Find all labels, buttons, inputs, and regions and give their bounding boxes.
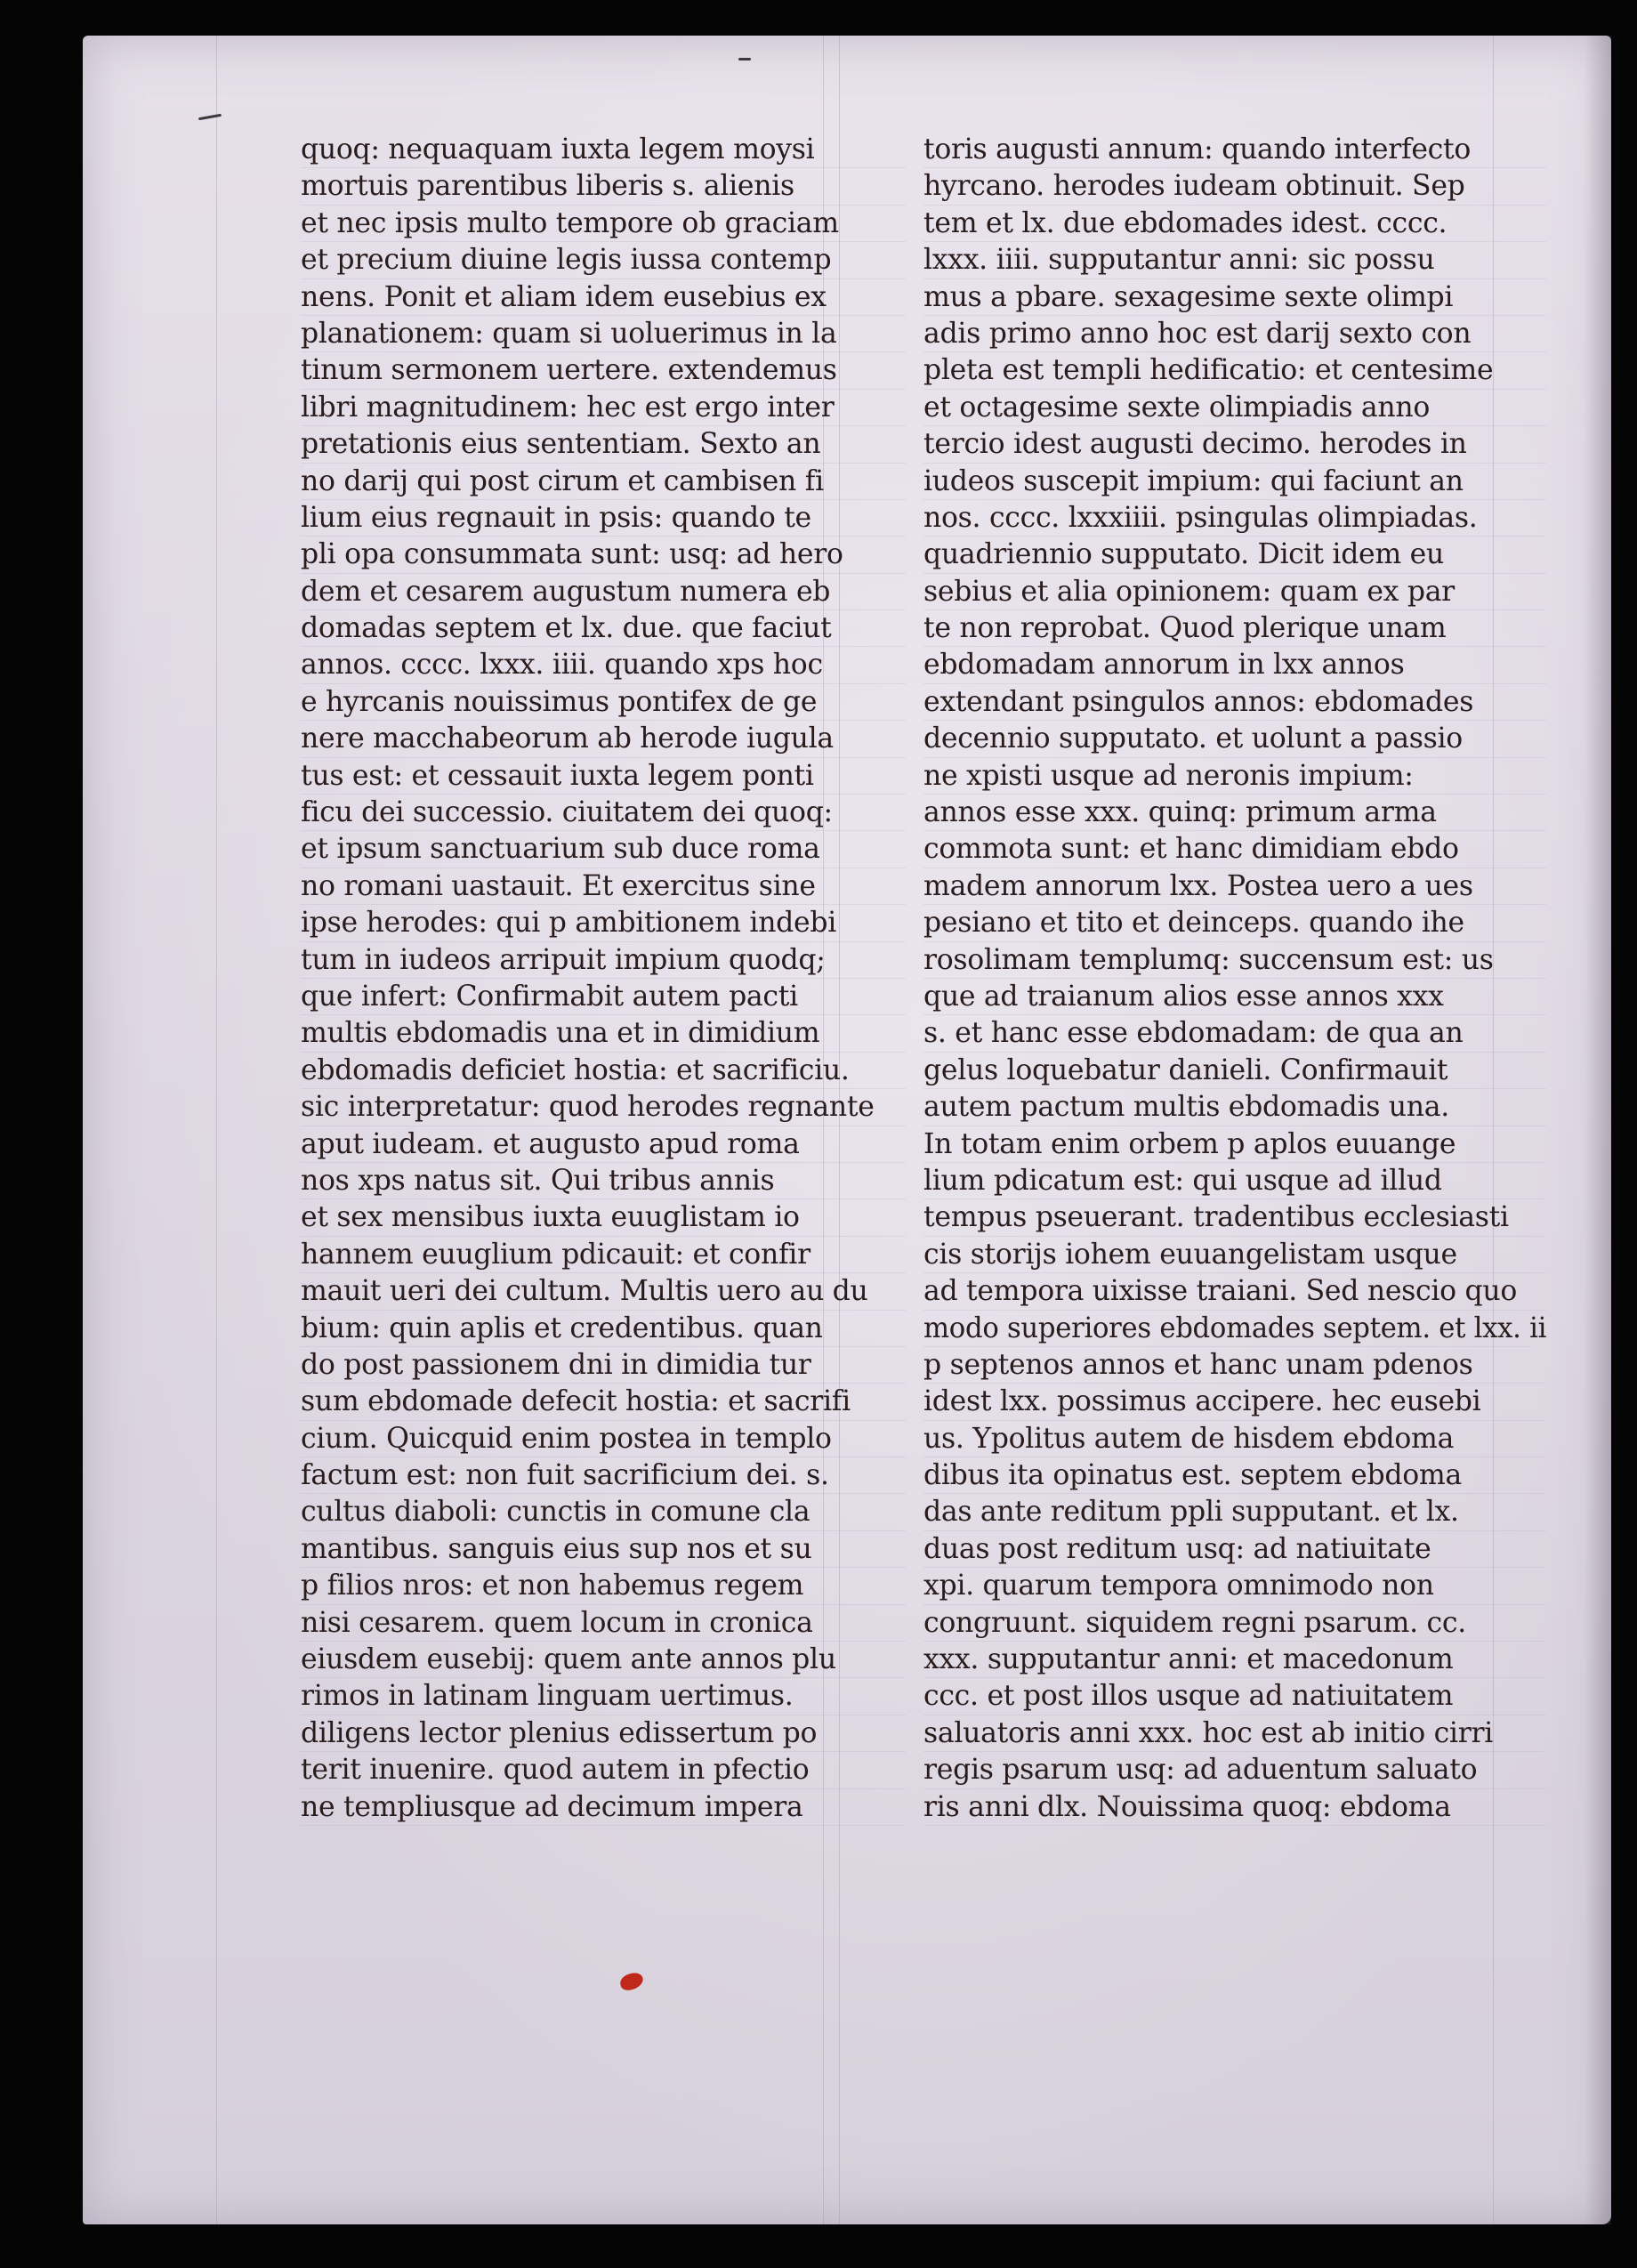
manuscript-line: no darij qui post cirum et cambisen fi [301, 464, 906, 500]
manuscript-line: diligens lector plenius edissertum po [301, 1715, 906, 1752]
manuscript-line: decennio supputato. et uolunt a passio [923, 721, 1546, 757]
manuscript-line: xxx. supputantur anni: et macedonum [923, 1642, 1546, 1678]
manuscript-line: gelus loquebatur danieli. Confirmauit [923, 1053, 1546, 1089]
manuscript-line: nere macchabeorum ab herode iugula [301, 721, 906, 757]
manuscript-line: commota sunt: et hanc dimidiam ebdo [923, 831, 1546, 868]
manuscript-line: et nec ipsis multo tempore ob graciam [301, 206, 906, 242]
manuscript-line: rimos in latinam linguam uertimus. [301, 1678, 906, 1715]
manuscript-line: quoq: nequaquam iuxta legem moysi [301, 132, 906, 168]
manuscript-line: nens. Ponit et aliam idem eusebius ex [301, 279, 906, 316]
manuscript-line: tem et lx. due ebdomades idest. cccc. [923, 206, 1546, 242]
manuscript-line: toris augusti annum: quando interfecto [923, 132, 1546, 168]
manuscript-line: sebius et alia opinionem: quam ex par [923, 574, 1546, 610]
manuscript-line: no romani uastauit. Et exercitus sine [301, 868, 906, 905]
manuscript-line: In totam enim orbem p aplos euuange [923, 1126, 1546, 1163]
manuscript-line: factum est: non fuit sacrificium dei. s. [301, 1457, 906, 1494]
ruling-line [216, 36, 217, 2224]
manuscript-line: tercio idest augusti decimo. herodes in [923, 426, 1546, 463]
manuscript-line: dibus ita opinatus est. septem ebdoma [923, 1457, 1546, 1494]
manuscript-line: nos. cccc. lxxxiiii. psingulas olimpiadas. [923, 500, 1546, 537]
manuscript-line: nos xps natus sit. Qui tribus annis [301, 1163, 906, 1199]
manuscript-line: autem pactum multis ebdomadis una. [923, 1089, 1546, 1126]
manuscript-line: tempus pseuerant. tradentibus ecclesiasti [923, 1199, 1546, 1236]
manuscript-line: rosolimam templumq: succensum est: us [923, 942, 1546, 979]
folio-edge-shadow [1585, 36, 1611, 2224]
manuscript-line: iudeos suscepit impium: qui faciunt an [923, 464, 1546, 500]
manuscript-line: s. et hanc esse ebdomadam: de qua an [923, 1015, 1546, 1052]
manuscript-line: e hyrcanis nouissimus pontifex de ge [301, 684, 906, 721]
manuscript-line: madem annorum lxx. Postea uero a ues [923, 868, 1546, 905]
manuscript-line: mauit ueri dei cultum. Multis uero au du [301, 1273, 906, 1310]
left-text-column [301, 132, 906, 1826]
manuscript-line: bium: quin aplis et credentibus. quan [301, 1311, 906, 1347]
manuscript-line: cium. Quicquid enim postea in templo [301, 1421, 906, 1457]
manuscript-line: pli opa consummata sunt: usq: ad hero [301, 537, 906, 573]
right-text-column [923, 132, 1546, 1826]
manuscript-line: tus est: et cessauit iuxta legem ponti [301, 758, 906, 795]
manuscript-line: ne templiusque ad decimum impera [301, 1789, 906, 1826]
stray-mark [198, 114, 222, 120]
manuscript-line: p septenos annos et hanc unam pdenos [923, 1347, 1546, 1384]
manuscript-line: extendant psingulos annos: ebdomades [923, 684, 1546, 721]
manuscript-line: mortuis parentibus liberis s. alienis [301, 168, 906, 205]
manuscript-line: xpi. quarum tempora omnimodo non [923, 1568, 1546, 1604]
manuscript-line: lxxx. iiii. supputantur anni: sic possu [923, 242, 1546, 278]
manuscript-line: domadas septem et lx. due. que faciut [301, 610, 906, 647]
manuscript-line: quadriennio supputato. Dicit idem eu [923, 537, 1546, 573]
manuscript-line: sic interpretatur: quod herodes regnante [301, 1089, 906, 1126]
manuscript-line: et ipsum sanctuarium sub duce roma [301, 831, 906, 868]
stray-mark [738, 58, 751, 61]
manuscript-line: adis primo anno hoc est darij sexto con [923, 316, 1546, 352]
manuscript-line: et sex mensibus iuxta euuglistam io [301, 1199, 906, 1236]
manuscript-line: idest lxx. possimus accipere. hec eusebi [923, 1384, 1546, 1420]
manuscript-line: mus a pbare. sexagesime sexte olimpi [923, 279, 1546, 316]
manuscript-line: sum ebdomade defecit hostia: et sacrifi [301, 1384, 906, 1420]
manuscript-folio [83, 36, 1611, 2224]
manuscript-line: das ante reditum ppli supputant. et lx. [923, 1494, 1546, 1530]
manuscript-line: hannem euuglium pdicauit: et confir [301, 1237, 906, 1273]
manuscript-line: et precium diuine legis iussa contemp [301, 242, 906, 278]
manuscript-line: ebdomadam annorum in lxx annos [923, 647, 1546, 683]
manuscript-line: annos esse xxx. quinq: primum arma [923, 795, 1546, 831]
manuscript-line: lium eius regnauit in psis: quando te [301, 500, 906, 537]
manuscript-line: modo superiores ebdomades septem. et lxx. ii [923, 1311, 1530, 1347]
manuscript-line: ad tempora uixisse traiani. Sed nescio quo [923, 1273, 1546, 1310]
manuscript-line: planationem: quam si uoluerimus in la [301, 316, 906, 352]
manuscript-line: et octagesime sexte olimpiadis anno [923, 390, 1546, 426]
manuscript-line: hyrcano. herodes iudeam obtinuit. Sep [923, 168, 1546, 205]
manuscript-line: libri magnitudinem: hec est ergo inter [301, 390, 906, 426]
manuscript-line: tinum sermonem uertere. extendemus [301, 352, 906, 389]
manuscript-line: ipse herodes: qui p ambitionem indebi [301, 905, 906, 941]
manuscript-line: p filios nros: et non habemus regem [301, 1568, 906, 1604]
manuscript-line: terit inuenire. quod autem in pfectio [301, 1752, 906, 1788]
manuscript-line: ebdomadis deficiet hostia: et sacrificiu. [301, 1053, 906, 1089]
manuscript-line: nisi cesarem. quem locum in cronica [301, 1605, 906, 1642]
manuscript-line: duas post reditum usq: ad natiuitate [923, 1531, 1546, 1568]
manuscript-line: saluatoris anni xxx. hoc est ab initio cirri [923, 1715, 1546, 1752]
manuscript-line: pleta est templi hedificatio: et centesime [923, 352, 1546, 389]
manuscript-line: aput iudeam. et augusto apud roma [301, 1126, 906, 1163]
manuscript-line: regis psarum usq: ad aduentum saluato [923, 1752, 1546, 1788]
manuscript-line: eiusdem eusebij: quem ante annos plu [301, 1642, 906, 1678]
manuscript-line: pesiano et tito et deinceps. quando ihe [923, 905, 1546, 941]
manuscript-line: annos. cccc. lxxx. iiii. quando xps hoc [301, 647, 906, 683]
manuscript-line: ccc. et post illos usque ad natiuitatem [923, 1678, 1546, 1715]
manuscript-line: mantibus. sanguis eius sup nos et su [301, 1531, 906, 1568]
manuscript-line: dem et cesarem augustum numera eb [301, 574, 906, 610]
manuscript-line: que ad traianum alios esse annos xxx [923, 979, 1546, 1015]
manuscript-line: tum in iudeos arripuit impium quodq; [301, 942, 906, 979]
manuscript-line: que infert: Confirmabit autem pacti [301, 979, 906, 1015]
manuscript-line: cultus diaboli: cunctis in comune cla [301, 1494, 906, 1530]
manuscript-line: te non reprobat. Quod plerique unam [923, 610, 1546, 647]
manuscript-line: do post passionem dni in dimidia tur [301, 1347, 906, 1384]
manuscript-line: pretationis eius sententiam. Sexto an [301, 426, 906, 463]
manuscript-line: congruunt. siquidem regni psarum. cc. [923, 1605, 1546, 1642]
manuscript-line: us. Ypolitus autem de hisdem ebdoma [923, 1421, 1546, 1457]
manuscript-line: ne xpisti usque ad neronis impium: [923, 758, 1546, 795]
manuscript-line: lium pdicatum est: qui usque ad illud [923, 1163, 1546, 1199]
rubric-ink-blot [618, 1971, 644, 1991]
manuscript-line: cis storijs iohem euuangelistam usque [923, 1237, 1546, 1273]
manuscript-line: ficu dei successio. ciuitatem dei quoq: [301, 795, 906, 831]
manuscript-line: multis ebdomadis una et in dimidium [301, 1015, 906, 1052]
manuscript-line: ris anni dlx. Nouissima quoq: ebdoma [923, 1789, 1546, 1826]
